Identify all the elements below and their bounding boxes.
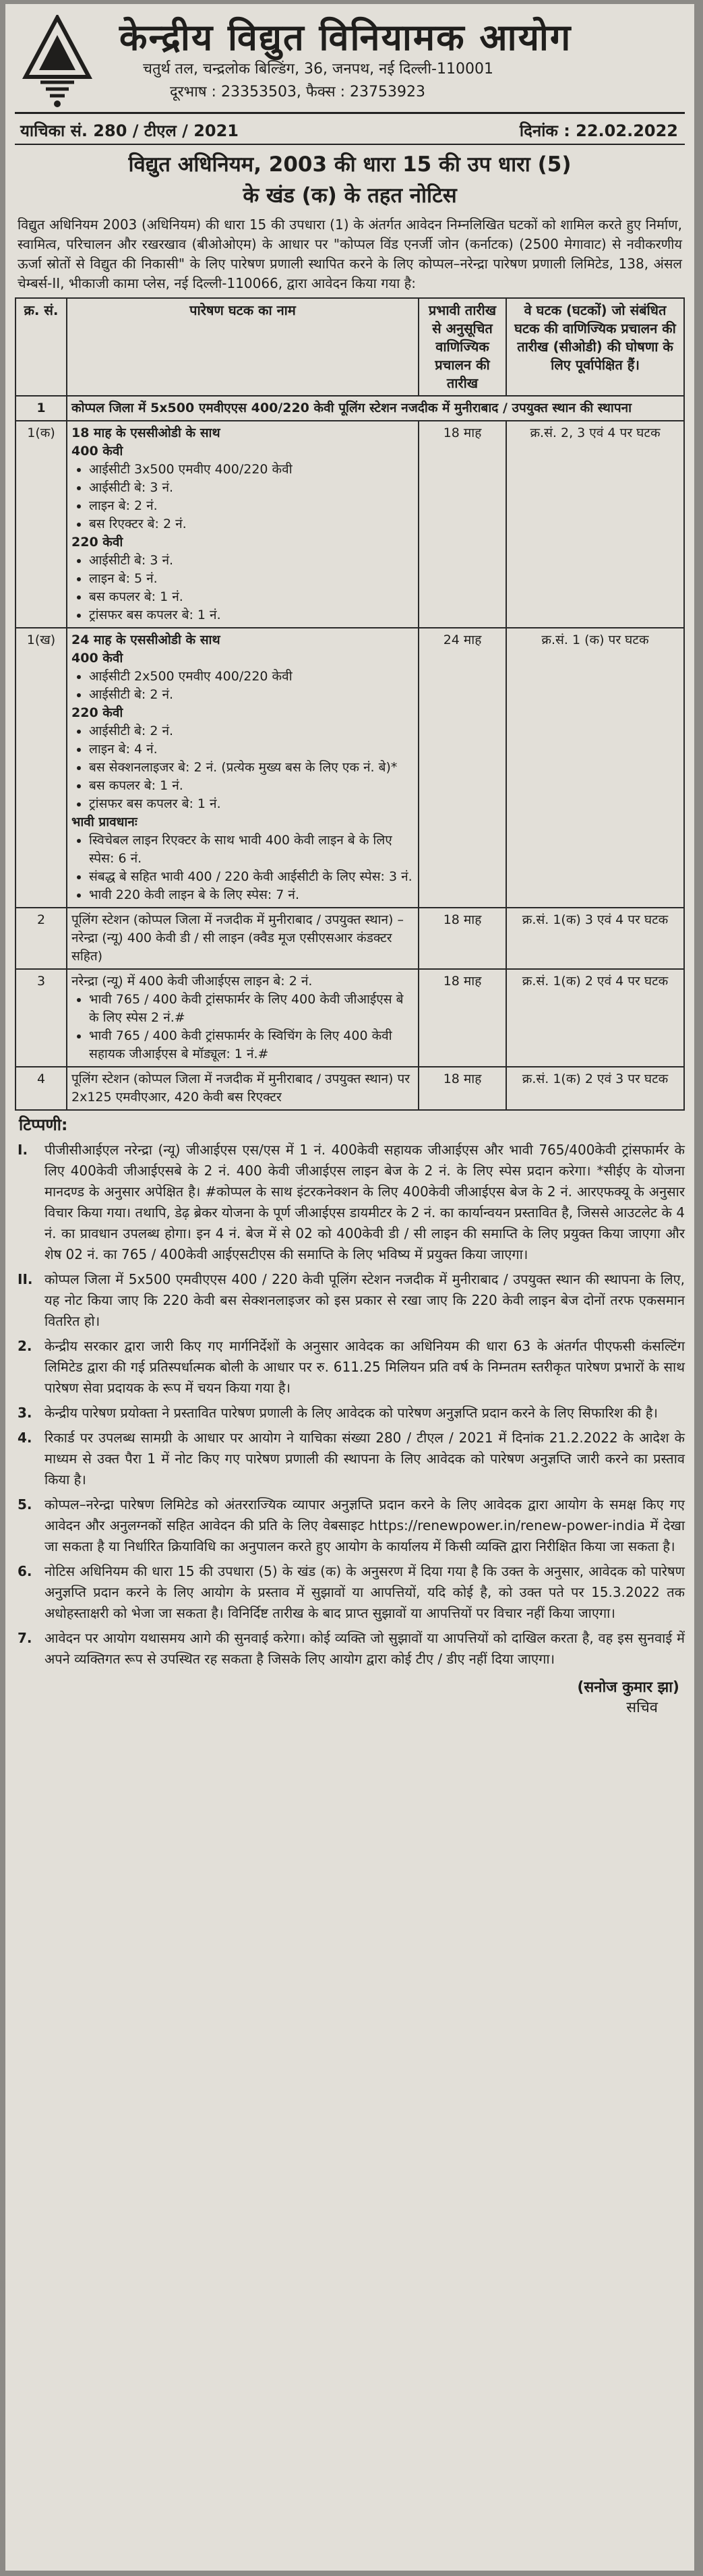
note-item (15, 1403, 685, 1424)
list-item: • आईसीटी 2x500 एमवीए 400/220 केवी (89, 668, 414, 686)
note-text: कोप्पल जिला में 5x500 एमवीएएस 400 / 220 केवी पूलिंग स्टेशन नजदीक में मुनीराबाद / उपयुक्त स्थान की स्थापना के लिए, यह नोट किया जाए कि 220 केवी बस सेक्शनलाइजर को इस प्रकार से रखा जाए कि 220 केवी लाइन बेज दोनों तरफ एकसमान वितरित हो। (44, 1271, 685, 1329)
note-number: 3. (18, 1405, 32, 1421)
note-number: 6. (18, 1563, 32, 1579)
notes-heading: टिप्पणी: (19, 1115, 68, 1134)
note-text: कोप्पल–नरेन्द्रा पारेषण लिमिटेड को अंतरराज्यिक व्यापार अनुज्ञप्ति प्रदान करने के लिए आवेदक द्वारा आयोग के समक्ष किए गए आवेदन और अनुलग्नकों सहित आवेदन की प्रति के लिए वेबसाइट https://renewpower.in/renew-power-india में देखा जा सकता है या निर्धारित क्रियाविधि का अनुपालन करते हुए आयोग के कार्यालय में किसी व्यक्ति द्वारा निरीक्षित किया जा सकता है। (44, 1496, 685, 1554)
row-cod: 24 माह (419, 628, 506, 908)
list-item: • आईसीटी बे: 3 नं. (89, 479, 414, 497)
table-row (16, 421, 684, 628)
note-number: 2. (18, 1338, 32, 1354)
signatory-name: (सनोज कुमार झा) (577, 1679, 679, 1696)
note-text: केन्द्रीय सरकार द्वारा जारी किए गए मार्गनिर्देशों के अनुसार आवेदक का अधिनियम की धारा 63 के अंतर्गत पीएफसी कंसल्टिंग लिमिटेड द्वारा की गई प्रतिस्पर्धात्मक बोली के आधार पर रु. 611.25 मिलियन प्रति वर्ष के निम्नतम स्तरीकृत पारेषण प्रभारों के साथ पारेषण सेवा प्रदायक के रूप में चयन किया गया है। (44, 1338, 685, 1396)
row-element-cell (67, 969, 419, 1067)
note-item (15, 1269, 685, 1332)
note-item (15, 1561, 685, 1624)
note-item (15, 1494, 685, 1557)
header-element-name: पारेषण घटक का नाम (67, 298, 419, 396)
row-prerequisite: क्र.सं. 1(क) 3 एवं 4 पर घटक (506, 908, 684, 969)
element-list (71, 991, 414, 1063)
row-cod: 18 माह (419, 908, 506, 969)
letterhead (15, 11, 685, 114)
list-item: • संबद्ध बे सहित भावी 400 / 220 केवी आईसीटी के लिए स्पेस: 3 नं. (89, 868, 414, 886)
note-item (15, 1628, 685, 1670)
row-serial: 4 (16, 1067, 67, 1110)
list-item: • आईसीटी बे: 2 नं. (89, 686, 414, 704)
note-number: 4. (18, 1430, 32, 1446)
table-row (16, 908, 684, 969)
group-heading: 400 केवी (71, 651, 123, 666)
note-number: 5. (18, 1496, 32, 1513)
note-item (15, 1140, 685, 1265)
list-item: • स्विचेबल लाइन रिएक्टर के साथ भावी 400 केवी लाइन बे के लिए स्पेस: 6 नं. (89, 831, 414, 868)
table-row (16, 396, 684, 421)
organization-phone-fax: दूरभाष : 23353503, फैक्स : 23753923 (170, 84, 425, 100)
list-item: • भावी 220 केवी लाइन बे के लिए स्पेस: 7 नं. (89, 886, 414, 904)
note-text: रिकार्ड पर उपलब्ध सामग्री के आधार पर आयोग ने याचिका संख्या 280 / टीएल / 2021 में दिनांक 21.2.2022 के आदेश के माध्यम से उक्त पैरा 1 में नोट किए गए पारेषण प्रणाली की स्थापना के लिए आवेदक को पारेषण अनुज्ञप्ति जारी करने का प्रस्ताव किया है। (44, 1430, 685, 1488)
table-row (16, 969, 684, 1067)
row-element-text: कोप्पल जिला में 5x500 एमवीएएस 400/220 केवी पूलिंग स्टेशन नजदीक में मुनीराबाद / उपयुक्त स्थान की स्थापना (67, 396, 684, 421)
row-element-text: पूलिंग स्टेशन (कोप्पल जिला में नजदीक में मुनीराबाद / उपयुक्त स्थान) – नरेन्द्रा (न्यू) 400 केवी डी / सी लाइन (क्वैड मूज एसीएसआर कंडक्टर सहित) (67, 908, 419, 969)
row-serial: 2 (16, 908, 67, 969)
organization-name: केन्द्रीय विद्युत विनियामक आयोग (119, 16, 572, 59)
case-info-row (15, 114, 685, 145)
row-cod: 18 माह (419, 969, 506, 1067)
row-element-cell (67, 421, 419, 628)
table-row (16, 1067, 684, 1110)
row-prerequisite: क्र.सं. 2, 3 एवं 4 पर घटक (506, 421, 684, 628)
header-scheduled-cod: प्रभावी तारीख से अनुसूचित वाणिज्यिक प्रचालन की तारीख (419, 298, 506, 396)
note-text: पीजीसीआईएल नरेन्द्रा (न्यू) जीआईएस एस/एस में 1 नं. 400केवी सहायक जीआईएस और भावी 765/400केवी ट्रांसफार्मर के लिए 400केवी जीआईएसबे के 2 नं. 400 केवी जीआईएस लाइन बेज के 2 नं. के लिए स्पेस प्रदान करेगा। *सीईए के योजना मानदण्ड के अनुसार अपेक्षित है। #कोप्पल के साथ इंटरकनेक्शन के लिए 400केवी जीआईएस बेज के 2 नं. आरएफक्यू के अनुसार विचार किया गया। तथापि, डेढ़ ब्रेकर योजना के पूर्ण जीआईएस डायमीटर के 2 नं. का कार्यान्वयन प्रस्तावित है, जिससे आउटलेट के 4 नं. का प्रावधान उपलब्ध होगा। इन 4 नं. बेज में से 02 को 400केवी डी / सी लाइन की समाप्ति के लिए प्रयुक्त किया जाएगा और शेष 02 नं. का 765 / 400केवी आईएसटीएस की समाप्ति के लिए भविष्य में प्रयुक्त किया जाएगा। (44, 1142, 685, 1262)
header-prerequisite: वे घटक (घटकों) जो संबंधित घटक की वाणिज्यिक प्रचालन की तारीख (सीओडी) की घोषणा के लिए पूर्वापेक्षित हैं। (506, 298, 684, 396)
row-heading: 18 माह के एससीओडी के साथ (71, 426, 220, 440)
list-item: • आईसीटी 3x500 एमवीए 400/220 केवी (89, 461, 414, 479)
row-serial: 1(क) (16, 421, 67, 628)
intro-paragraph: विद्युत अधिनियम 2003 (अधिनियम) की धारा 15 की उपधारा (1) के अंतर्गत आवेदन निम्नलिखित घटकों को शामिल करते हुए निर्माण, स्वामित्व, परिचालन और रखरखाव (बीओओएम) के आधार पर "कोप्पल विंड एनर्जी जोन (कर्नाटक) (2500 मेगावाट) से नवीकरणीय ऊर्जा स्रोतों से विद्युत की निकासी" के लिए पारेषण प्रणाली स्थापित करने के लिए कोप्पल–नरेन्द्रा पारेषण प्रणाली लिमिटेड, 138, अंसल चेम्बर्स-II, भीकाजी कामा प्लेस, नई दिल्ली-110066, द्वारा आवेदन किया गया है: (18, 216, 682, 291)
group-heading: 400 केवी (71, 444, 123, 459)
note-number: 7. (18, 1630, 32, 1646)
group-heading: 220 केवी (71, 535, 123, 550)
row-element-text: पूलिंग स्टेशन (कोप्पल जिला में नजदीक में मुनीराबाद / उपयुक्त स्थान) पर 2x125 एमवीएआर, 420 केवी बस रिएक्टर (67, 1067, 419, 1110)
row-heading: 24 माह के एससीओडी के साथ (71, 633, 220, 647)
list-item: • आईसीटी बे: 3 नं. (89, 552, 414, 570)
cerc-logo-icon (20, 15, 94, 109)
transmission-elements-table (15, 297, 685, 1111)
note-number: II. (18, 1271, 33, 1287)
row-serial: 3 (16, 969, 67, 1067)
notice-page (5, 4, 694, 2571)
row-prerequisite: क्र.सं. 1(क) 2 एवं 3 पर घटक (506, 1067, 684, 1110)
row-serial: 1 (16, 396, 67, 421)
element-list (71, 552, 414, 624)
table-row (16, 628, 684, 908)
petition-number: याचिका सं. 280 / टीएल / 2021 (20, 121, 239, 140)
signatory-designation: सचिव (626, 1699, 658, 1716)
row-serial: 1(ख) (16, 628, 67, 908)
note-text: आवेदन पर आयोग यथासमय आगे की सुनवाई करेगा। कोई व्यक्ति जो सुझावों या आपत्तियों को दाखिल करता है, वह इस सुनवाई में अपने व्यक्तिगत रूप से उपस्थित रह सकता है जिसके लिए आयोग द्वारा कोई टीए / डीए नहीं दिया जाएगा। (44, 1630, 685, 1667)
list-item: • भावी 765 / 400 केवी ट्रांसफार्मर के लिए 400 केवी जीआईएस बे के लिए स्पेस 2 नं.# (89, 991, 414, 1027)
notes-section (15, 1115, 685, 1670)
note-text: केन्द्रीय पारेषण प्रयोक्ता ने प्रस्तावित पारेषण प्रणाली के लिए आवेदक को पारेषण अनुज्ञप्ति प्रदान करने के लिए सिफारिश की है। (44, 1405, 658, 1421)
row-cod: 18 माह (419, 1067, 506, 1110)
note-text: नोटिस अधिनियम की धारा 15 की उपधारा (5) के खंड (क) के अनुसरण में दिया गया है कि उक्त के अनुसार, आवेदक को पारेषण अनुज्ञप्ति प्रदान करने के लिए आयोग के प्रस्ताव में सुझावों या आपत्तियों, यदि कोई है, को उक्त पते पर 15.3.2022 तक अधोहस्ताक्षरी को भेजा जा सकता है। विनिर्दिष्ट तारीख के बाद प्राप्त सुझावों या आपत्तियों पर विचार नहीं किया जाएगा। (44, 1563, 685, 1621)
element-list (71, 722, 414, 813)
header-serial: क्र. सं. (16, 298, 67, 396)
organization-address: चतुर्थ तल, चन्द्रलोक बिल्डिंग, 36, जनपथ, नई दिल्ली-110001 (143, 61, 493, 78)
notice-title-line-1: विद्युत अधिनियम, 2003 की धारा 15 की उप धारा (5) (128, 152, 572, 177)
row-element-cell (67, 628, 419, 908)
row-prerequisite: क्र.सं. 1(क) 2 एवं 4 पर घटक (506, 969, 684, 1067)
list-item: • लाइन बे: 2 नं. (89, 497, 414, 515)
list-item: • बस कपलर बे: 1 नं. (89, 588, 414, 606)
list-item: • भावी 765 / 400 केवी ट्रांसफार्मर के स्विचिंग के लिए 400 केवी सहायक जीआईएस बे मॉड्यूल: 1 नं.# (89, 1027, 414, 1063)
row-prerequisite: क्र.सं. 1 (क) पर घटक (506, 628, 684, 908)
group-heading: भावी प्रावधानः (71, 815, 137, 829)
note-number: I. (18, 1142, 28, 1158)
list-item: • ट्रांसफर बस कपलर बे: 1 नं. (89, 606, 414, 624)
element-list (71, 831, 414, 904)
row-cod: 18 माह (419, 421, 506, 628)
list-item: • ट्रांसफर बस कपलर बे: 1 नं. (89, 795, 414, 813)
notice-date: दिनांक : 22.02.2022 (519, 121, 678, 140)
list-item: • लाइन बे: 5 नं. (89, 570, 414, 588)
list-item: • बस सेक्शनलाइजर बे: 2 नं. (प्रत्येक मुख्य बस के लिए एक नं. बे)* (89, 759, 414, 777)
note-item (15, 1428, 685, 1490)
notice-title-line-2: के खंड (क) के तहत नोटिस (243, 183, 457, 208)
list-item: • बस कपलर बे: 1 नं. (89, 777, 414, 795)
list-item: • बस रिएक्टर बे: 2 नं. (89, 515, 414, 533)
group-heading: 220 केवी (71, 705, 123, 720)
element-list (71, 461, 414, 533)
notice-title (15, 149, 685, 211)
list-item: • आईसीटी बे: 2 नं. (89, 722, 414, 740)
table-header-row (16, 298, 684, 396)
note-item (15, 1336, 685, 1399)
list-item: • लाइन बे: 4 नं. (89, 740, 414, 759)
element-list (71, 668, 414, 704)
row-element-text: नरेन्द्रा (न्यू) में 400 केवी जीआईएस लाइन बे: 2 नं. (71, 974, 313, 989)
